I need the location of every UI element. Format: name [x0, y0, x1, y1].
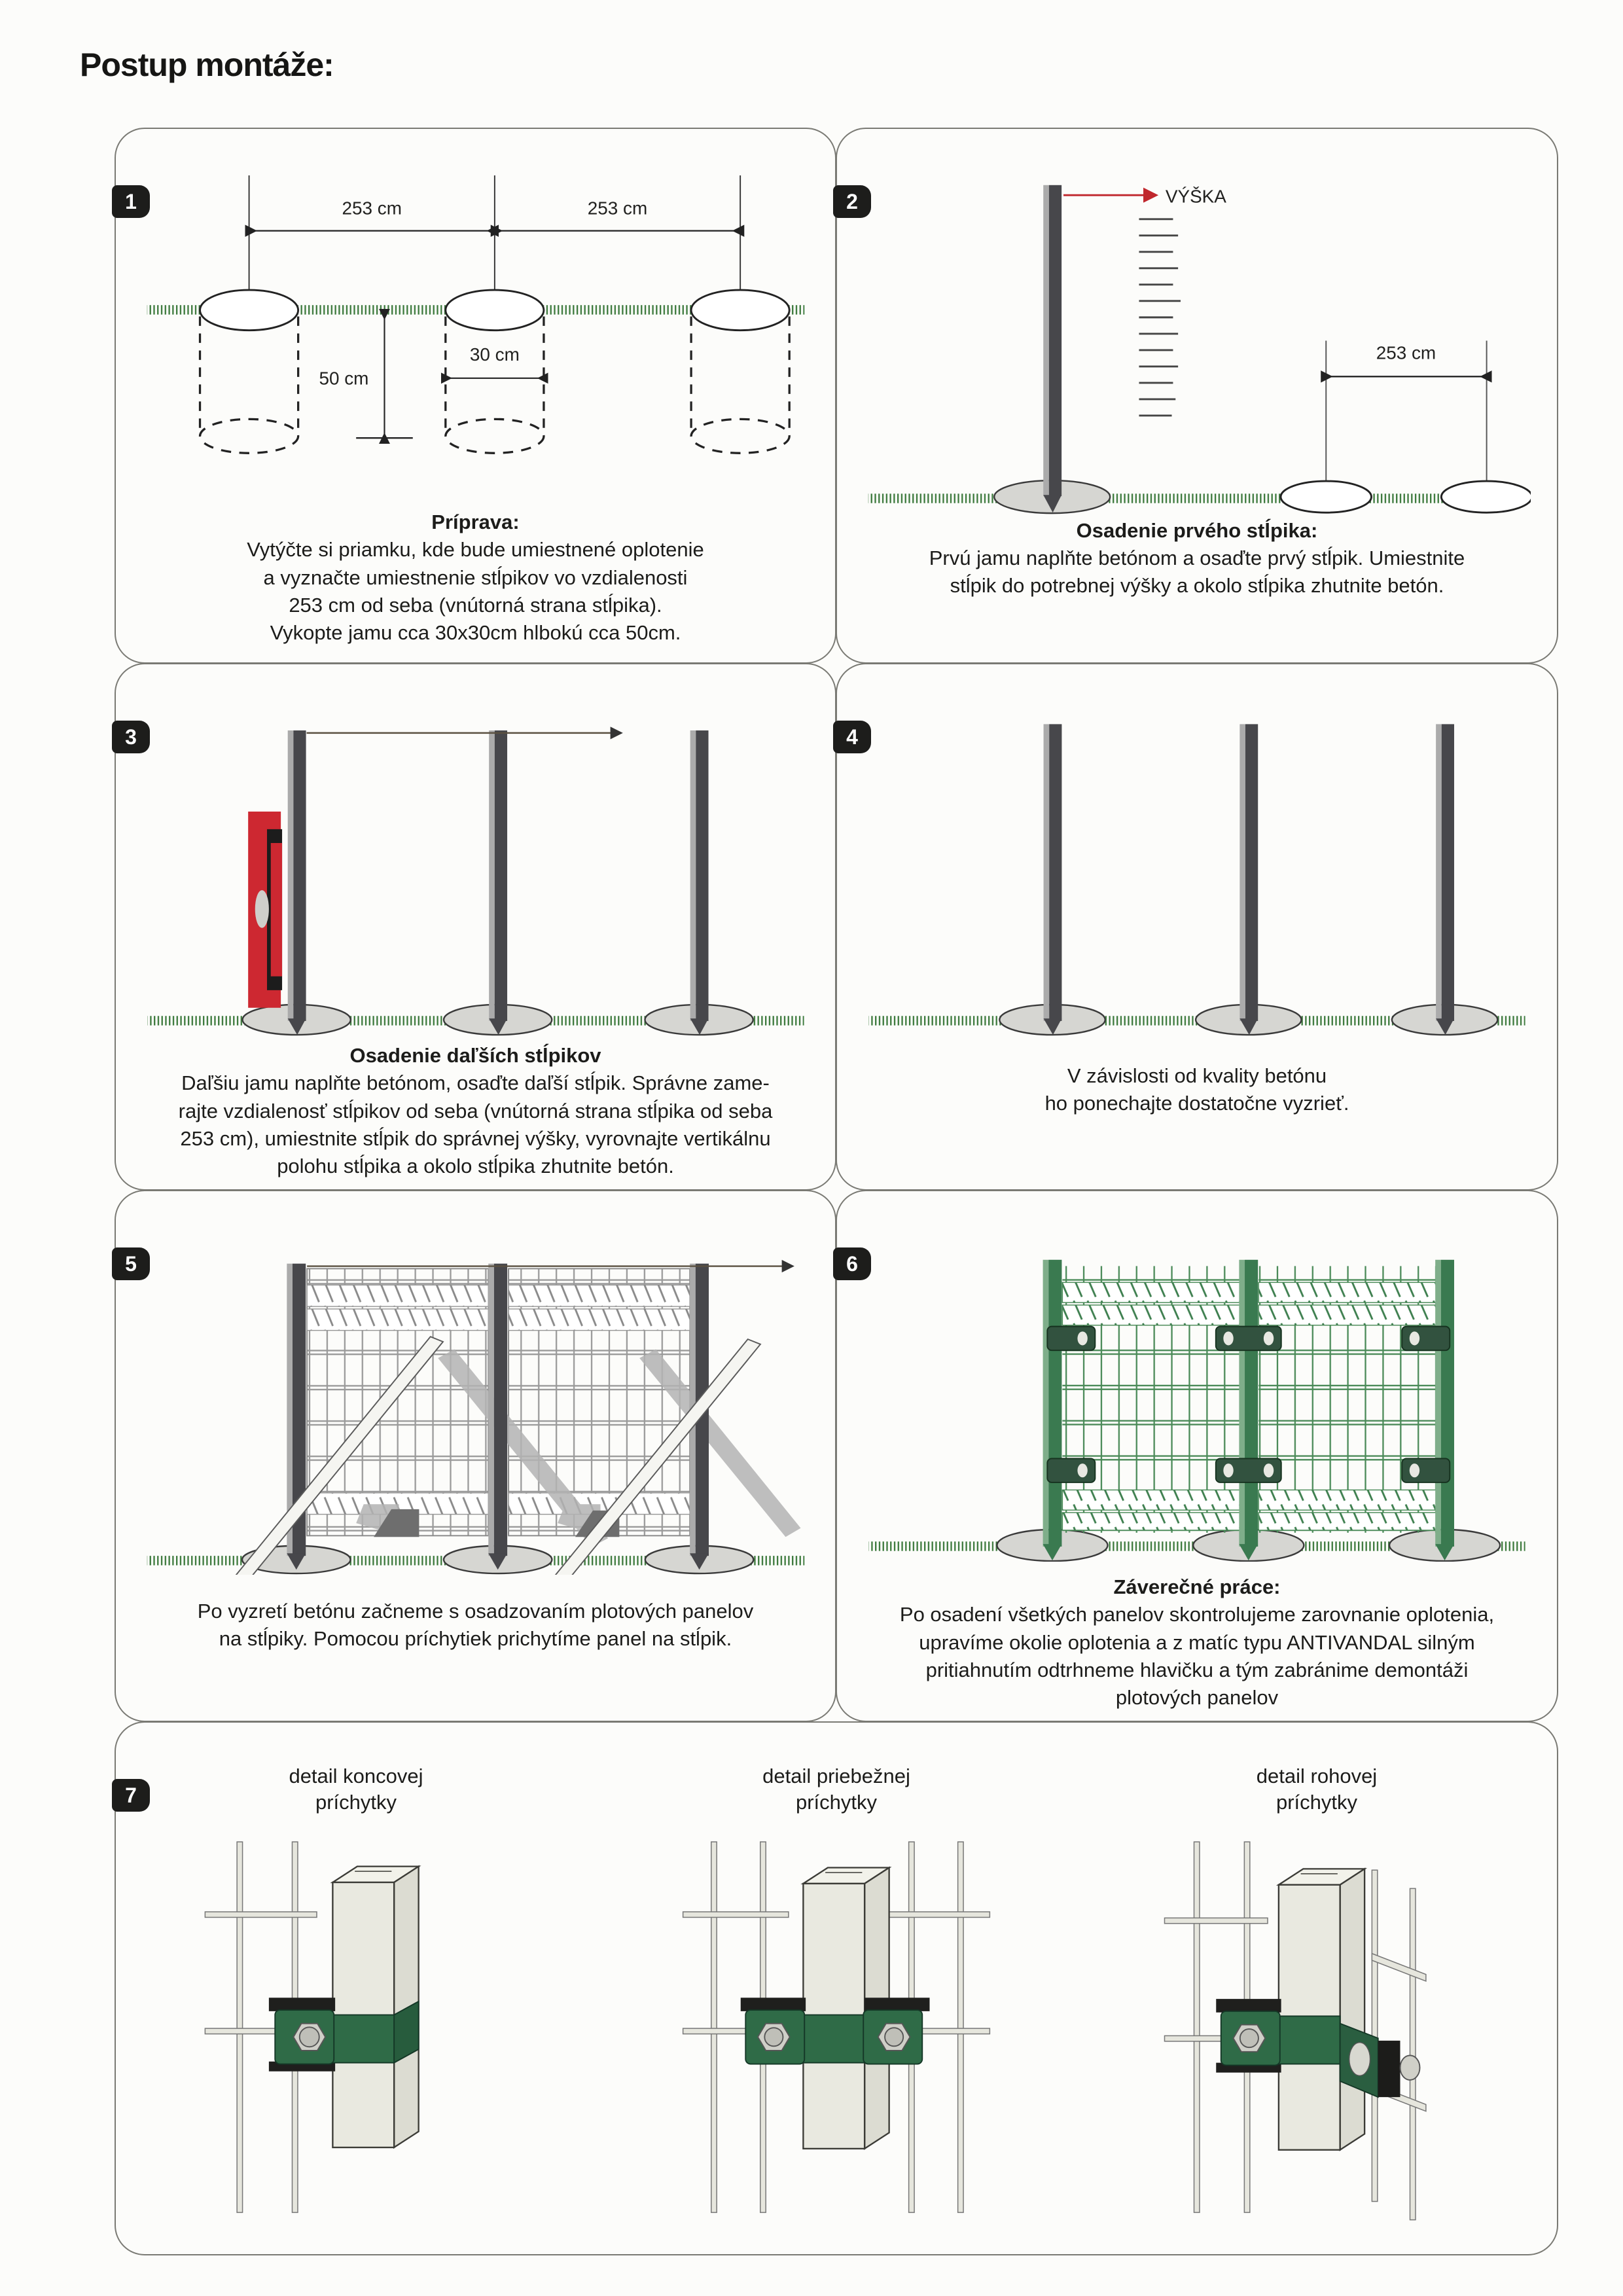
end-clamp-illustration	[192, 1833, 520, 2229]
diagram-step-2	[837, 149, 1557, 515]
dim-253-label: 253 cm	[587, 198, 647, 219]
step-number-badge: 3	[112, 721, 150, 753]
step-5-caption: Po vyzretí betónu začneme s osadzovaním plotových panelov na stĺpiky. Pomocou príchytiek prichytíme panel na stĺpik.	[197, 1599, 754, 1650]
diagram-step-4	[837, 683, 1557, 1036]
detail-label: detail koncovej príchytky	[289, 1765, 423, 1814]
dim-253-label: 253 cm	[1376, 342, 1436, 363]
step-number-badge: 4	[833, 721, 871, 753]
step-1-caption: Príprava: Vytýčte si priamku, kde bude umiestnené oplotenie a vyznačte umiestnenie stĺpikov vo vzdialenosti 253 cm od seba (vnútorná strana stĺpika). Vykopte jamu cca 30x30cm hlbokú cca 50cm.	[133, 509, 818, 647]
detail-label: detail priebežnej príchytky	[762, 1765, 910, 1814]
corner-clamp-illustration	[1153, 1833, 1480, 2229]
holes-layout-diagram	[142, 151, 810, 498]
step-number-badge: 1	[112, 185, 150, 218]
finished-fence-diagram	[863, 1208, 1531, 1562]
step-6-caption: Záverečné práce: Po osadení všetkých panelov skontrolujeme zarovnanie oplotenia, upravíme okolie oplotenia a z matíc typu ANTIVANDAL silným pritiahnutím odtrhneme hlavičku a tým zabránime demontáži plotových panelov	[854, 1573, 1540, 1712]
step-number-badge: 5	[112, 1247, 150, 1280]
fence-post	[1043, 185, 1061, 512]
panel-mounting-diagram	[142, 1208, 810, 1575]
dim-253-red-label: 253 cm	[341, 198, 402, 219]
hole	[1281, 481, 1372, 512]
step-4-caption: V závislosti od kvality betónu ho ponechajte dostatočne vyzrieť.	[1044, 1064, 1349, 1115]
detail-end-clamp	[116, 1723, 596, 2254]
square-post-3d	[1279, 1869, 1364, 2149]
square-post-3d	[332, 1866, 418, 2147]
dim-50-label: 50 cm	[318, 368, 368, 389]
ruler-ticks	[1139, 219, 1181, 416]
dim-30-label: 30 cm	[469, 344, 520, 365]
step-6-heading: Záverečné práce:	[1113, 1575, 1281, 1599]
intermediate-clamp-illustration	[673, 1833, 1000, 2229]
diagram-step-1	[116, 151, 835, 498]
step-panel-4	[836, 663, 1558, 1191]
detail-intermediate-clamp	[596, 1723, 1077, 2254]
step-panel-5	[115, 1190, 836, 1722]
first-post-diagram	[863, 149, 1531, 515]
step-number-badge: 6	[833, 1247, 871, 1280]
step-3-caption: Osadenie daľších stĺpikov Daľšiu jamu naplňte betónom, osaďte daľší stĺpik. Správne zame- rajte vzdialenosť stĺpikov od seba (vnútorná strana stĺpika od seba 253 cm), umiestnite stĺpik do správnej výšky, vyrovnajte vertikálnu polohu stĺpika a okolo stĺpika zhutnite betón.	[133, 1042, 818, 1180]
step-number-badge: 2	[833, 185, 871, 218]
step-number-badge: 7	[112, 1779, 150, 1812]
step-3-heading: Osadenie daľších stĺpikov	[349, 1044, 601, 1067]
fence-posts	[1044, 724, 1454, 1035]
step-panel-7	[115, 1721, 1558, 2255]
posts-with-level-diagram	[142, 683, 810, 1036]
diagram-step-6	[837, 1208, 1557, 1562]
detail-corner-clamp	[1077, 1723, 1557, 2254]
fence-posts	[287, 730, 708, 1035]
diagram-step-5	[116, 1208, 835, 1575]
curing-posts-diagram	[863, 683, 1531, 1036]
diagram-step-3	[116, 683, 835, 1036]
step-2-heading: Osadenie prvého stĺpika:	[1076, 518, 1318, 542]
hole-cylinders	[200, 290, 789, 453]
page-title: Postup montáže:	[80, 46, 334, 83]
detail-label: detail rohovej príchytky	[1256, 1765, 1378, 1814]
step-panel-6	[836, 1190, 1558, 1722]
steps-grid	[115, 128, 1558, 2255]
step-panel-3	[115, 663, 836, 1191]
clamp-details-row	[116, 1723, 1557, 2254]
step-panel-2	[836, 128, 1558, 664]
height-label: VÝŠKA	[1165, 186, 1226, 207]
step-panel-1	[115, 128, 836, 664]
spirit-level	[248, 812, 282, 1008]
step-1-heading: Príprava:	[431, 511, 520, 534]
step-2-caption: Osadenie prvého stĺpika: Prvú jamu naplňte betónom a osaďte prvý stĺpik. Umiestnite stĺpik do potrebnej výšky a okolo stĺpika zhutnite betón.	[854, 517, 1540, 600]
hole	[1441, 481, 1531, 512]
ground-line	[868, 493, 1526, 503]
